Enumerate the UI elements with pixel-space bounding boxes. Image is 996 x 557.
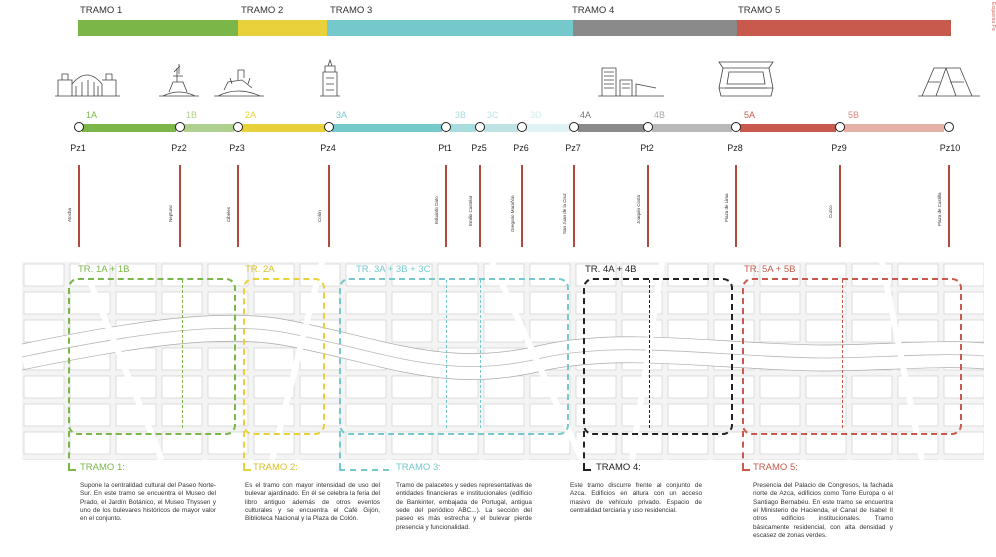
caption-2-connector bbox=[243, 469, 251, 471]
street-name: Emilio Castelar bbox=[468, 195, 473, 226]
tramo-5-label: TRAMO 5 bbox=[738, 5, 781, 16]
caption-2-connector bbox=[243, 431, 245, 469]
segment-1b-bar bbox=[184, 124, 234, 132]
tramo-2-bar bbox=[238, 20, 327, 36]
node-pz8 bbox=[731, 122, 741, 132]
tramo-4-bar bbox=[573, 20, 737, 36]
atocha-station-icon bbox=[50, 58, 125, 100]
street-line bbox=[948, 165, 950, 247]
segment-3d-bar bbox=[526, 124, 570, 132]
tramo-2-label: TRAMO 2 bbox=[241, 5, 284, 16]
caption-3-connector bbox=[339, 431, 341, 469]
caption-2-title: TRAMO 2: bbox=[253, 462, 298, 473]
segment-3a-bar bbox=[332, 124, 442, 132]
segment-5b-bar bbox=[844, 124, 944, 132]
kio-towers-icon bbox=[918, 58, 986, 100]
node-label: Pt1 bbox=[438, 143, 452, 153]
caption-5-connector bbox=[742, 469, 750, 471]
segment-4b-bar bbox=[652, 124, 732, 132]
azca-towers-icon bbox=[596, 58, 666, 100]
node-label: Pz7 bbox=[565, 143, 581, 153]
colon-tower-icon bbox=[314, 58, 346, 100]
node-pz4 bbox=[324, 122, 334, 132]
street-name: Gregorio Marañón bbox=[510, 195, 515, 232]
cibeles-fountain-icon bbox=[210, 58, 268, 100]
segment-3a-label: 3A bbox=[336, 110, 348, 120]
caption-1-title: TRAMO 1: bbox=[80, 462, 125, 473]
group-1-box bbox=[68, 278, 236, 435]
node-pz3 bbox=[233, 122, 243, 132]
segment-3c-bar bbox=[484, 124, 518, 132]
group-4-divider bbox=[649, 280, 650, 428]
node-label: Pz10 bbox=[939, 143, 961, 153]
street-line bbox=[647, 165, 649, 247]
street-line bbox=[735, 165, 737, 247]
group-2-box bbox=[243, 278, 325, 435]
street-line bbox=[179, 165, 181, 247]
bernabeu-stadium-icon bbox=[713, 58, 778, 100]
segment-5a-label: 5A bbox=[744, 110, 756, 120]
group-3-label: TR. 3A + 3B + 3C bbox=[356, 264, 431, 275]
caption-3-connector bbox=[339, 469, 389, 471]
segment-2a-bar bbox=[242, 124, 325, 132]
segment-3d-label: 3D bbox=[530, 110, 542, 120]
segment-1b-label: 1B bbox=[186, 110, 198, 120]
group-5-divider bbox=[842, 280, 843, 428]
segment-3c-label: 3C bbox=[487, 110, 499, 120]
tramo-3-label: TRAMO 3 bbox=[330, 5, 373, 16]
segment-2a-label: 2A bbox=[245, 110, 257, 120]
segment-3b-bar bbox=[450, 124, 476, 132]
group-4-box bbox=[583, 278, 733, 435]
tramo-1-bar bbox=[78, 20, 238, 36]
group-1-label: TR. 1A + 1B bbox=[78, 264, 130, 275]
node-pz10 bbox=[944, 122, 954, 132]
node-pz5 bbox=[475, 122, 485, 132]
segment-5a-bar bbox=[740, 124, 836, 132]
group-1-divider bbox=[182, 280, 183, 428]
street-name: Atocha bbox=[67, 207, 72, 222]
node-pz2 bbox=[175, 122, 185, 132]
caption-3-title: TRAMO 3: bbox=[396, 462, 441, 473]
street-line bbox=[573, 165, 575, 247]
caption-4-text: Este tramo discurre frente al conjunto de Azca. Edificios en altura con un acceso masivo de vehículo privado. Espacio de centralidad terciaria y uso residencial. bbox=[570, 482, 702, 514]
caption-3-text: Tramo de palacetes y sedes representativas de entidades financieras e institucionales (edificio de Bankinter, embajada de Portugal, antigua sede del periódico ABC...). La sección del paseo es más estrecha y el bulevar pierde presencia y funcionalidad. bbox=[396, 482, 532, 531]
street-name: Cuzco bbox=[828, 205, 833, 218]
street-name: Neptuno bbox=[168, 204, 173, 222]
caption-5-title: TRAMO 5: bbox=[753, 462, 798, 473]
caption-5-text: Presencia del Palacio de Congresos, la fachada norte de Azca, edificios como Torre Europa o el Santiago Bernabéu. En este tramo se encuentra el Ministerio de Hacienda, el Canal de Isabel II otros edificios institucionales. Tramo básicamente residencial, con alta densidad y escasez de zonas verdes. bbox=[753, 482, 893, 539]
node-label: Pt2 bbox=[640, 143, 654, 153]
caption-1-connector bbox=[68, 469, 76, 471]
group-5-label: TR. 5A + 5B bbox=[744, 264, 796, 275]
street-name: Plaza de Lima bbox=[724, 193, 729, 222]
node-label: Pz8 bbox=[727, 143, 743, 153]
node-label: Pz6 bbox=[513, 143, 529, 153]
node-label: Pz1 bbox=[70, 143, 86, 153]
segment-1a-bar bbox=[82, 124, 176, 132]
group-5-box bbox=[742, 278, 962, 435]
street-line bbox=[445, 165, 447, 247]
street-line bbox=[479, 165, 481, 247]
street-line bbox=[521, 165, 523, 247]
node-label: Pz9 bbox=[831, 143, 847, 153]
segment-4a-bar bbox=[578, 124, 645, 132]
node-pz7 bbox=[569, 122, 579, 132]
side-caption: Esquema Pa bbox=[990, 2, 996, 31]
node-pz1 bbox=[74, 122, 84, 132]
street-name: Cibeles bbox=[226, 206, 231, 222]
group-3-box bbox=[339, 278, 569, 435]
caption-4-connector bbox=[583, 431, 585, 469]
street-line bbox=[78, 165, 80, 247]
group-3-divider-2 bbox=[480, 280, 481, 428]
street-line bbox=[237, 165, 239, 247]
street-name: Eduardo Dato bbox=[434, 196, 439, 224]
tramo-1-label: TRAMO 1 bbox=[80, 5, 123, 16]
node-pt1 bbox=[441, 122, 451, 132]
tramo-4-label: TRAMO 4 bbox=[572, 5, 615, 16]
segment-4b-label: 4B bbox=[654, 110, 666, 120]
street-line bbox=[328, 165, 330, 247]
street-line bbox=[839, 165, 841, 247]
caption-1-text: Supone la centralidad cultural del Paseo Norte-Sur. En este tramo se encuentra el Museo del Prado, el Jardín Botánico, el Museo Thyssen y uno de los bulevares históricos de mayor valor en el conjunto. bbox=[80, 482, 216, 523]
neptune-fountain-icon bbox=[155, 58, 203, 100]
caption-4-title: TRAMO 4: bbox=[596, 462, 641, 473]
segment-4a-label: 4A bbox=[580, 110, 592, 120]
group-4-label: TR. 4A + 4B bbox=[585, 264, 637, 275]
node-pz6 bbox=[517, 122, 527, 132]
node-label: Pz3 bbox=[229, 143, 245, 153]
node-pt2 bbox=[643, 122, 653, 132]
node-label: Pz4 bbox=[320, 143, 336, 153]
segment-3b-label: 3B bbox=[455, 110, 467, 120]
street-name: San Juan de la Cruz bbox=[562, 193, 567, 234]
segment-5b-label: 5B bbox=[848, 110, 860, 120]
street-name: Plaza de Castilla bbox=[937, 192, 942, 226]
caption-5-connector bbox=[742, 431, 744, 469]
group-3-divider-1 bbox=[446, 280, 447, 428]
tramo-5-bar bbox=[737, 20, 951, 36]
node-label: Pz5 bbox=[471, 143, 487, 153]
street-name: Joaquín Costa bbox=[636, 194, 641, 224]
caption-1-connector bbox=[68, 431, 70, 469]
street-name: Colón bbox=[317, 210, 322, 222]
segment-1a-label: 1A bbox=[86, 110, 98, 120]
caption-4-connector bbox=[583, 469, 591, 471]
node-pz9 bbox=[835, 122, 845, 132]
caption-2-text: Es el tramo con mayor intensidad de uso del bulevar ajardinado. En él se celebra la feria del libro antiguo además de otros eventos culturales y se encuentra el Café Gijón, Biblioteca Nacional y la Plaza de Colón. bbox=[245, 482, 380, 523]
tramo-3-bar bbox=[327, 20, 573, 36]
node-label: Pz2 bbox=[171, 143, 187, 153]
group-2-label: TR. 2A bbox=[245, 264, 275, 275]
